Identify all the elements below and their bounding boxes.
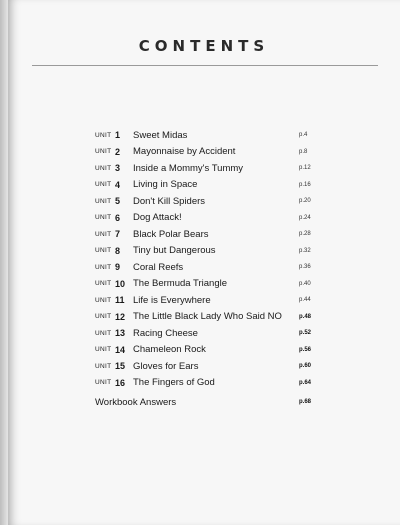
toc-row-unit-6	[95, 210, 315, 227]
unit-title: Dog Attack!	[133, 212, 182, 224]
toc-row-unit-3	[95, 160, 315, 177]
unit-number: 8	[115, 245, 121, 256]
unit-number: 2	[115, 146, 121, 157]
unit-title: The Bermuda Triangle	[133, 278, 227, 290]
unit-number: 12	[115, 311, 126, 322]
workbook-page: p.68	[299, 399, 312, 406]
unit-prefix: UNIT	[95, 131, 112, 139]
unit-title: Tiny but Dangerous	[133, 245, 216, 257]
unit-number: 11	[115, 295, 125, 306]
unit-title: Don't Kill Spiders	[133, 195, 206, 207]
unit-number: 16	[115, 377, 126, 388]
contents-page	[8, 0, 400, 525]
unit-title: Chameleon Rock	[133, 344, 206, 356]
unit-prefix: UNIT	[95, 313, 112, 321]
unit-title: Inside a Mommy's Tummy	[133, 162, 244, 174]
unit-page: p.64	[299, 379, 312, 386]
toc-row-unit-13	[95, 325, 315, 342]
unit-title: The Little Black Lady Who Said NO	[133, 311, 282, 323]
unit-prefix: UNIT	[95, 263, 112, 271]
toc-row-unit-1	[95, 127, 315, 144]
unit-page: p.24	[299, 214, 311, 221]
title-divider	[32, 65, 378, 66]
unit-title: Racing Cheese	[133, 327, 198, 339]
unit-page: p.20	[299, 198, 311, 205]
toc-row-unit-15	[95, 358, 315, 375]
unit-page: p.4	[299, 132, 308, 139]
unit-prefix: UNIT	[95, 214, 112, 222]
unit-prefix: UNIT	[95, 247, 112, 255]
toc-row-unit-10	[95, 276, 315, 293]
unit-page: p.32	[299, 247, 311, 254]
unit-title: Living in Space	[133, 179, 198, 191]
unit-prefix: UNIT	[95, 164, 112, 172]
unit-page: p.44	[299, 297, 311, 304]
toc-row-workbook	[95, 394, 315, 411]
toc-row-unit-4	[95, 177, 315, 194]
unit-page: p.56	[299, 346, 312, 353]
unit-prefix: UNIT	[95, 181, 112, 189]
workbook-title: Workbook Answers	[95, 396, 177, 408]
unit-number: 9	[115, 262, 121, 273]
unit-prefix: UNIT	[95, 148, 112, 156]
toc-row-unit-12	[95, 309, 315, 326]
unit-page: p.48	[299, 313, 312, 320]
unit-page: p.8	[299, 148, 308, 155]
unit-number: 13	[115, 328, 126, 339]
table-of-contents	[95, 127, 315, 411]
unit-page: p.52	[299, 330, 312, 337]
unit-number: 1	[115, 130, 121, 141]
unit-number: 7	[115, 229, 121, 240]
unit-page: p.16	[299, 181, 311, 188]
toc-row-unit-8	[95, 243, 315, 260]
book-gutter-shadow	[0, 0, 8, 525]
unit-title: Life is Everywhere	[133, 294, 211, 306]
unit-prefix: UNIT	[95, 197, 112, 205]
unit-number: 14	[115, 344, 126, 355]
unit-number: 15	[115, 361, 126, 372]
unit-number: 10	[115, 278, 126, 289]
unit-page: p.60	[299, 363, 312, 370]
toc-row-unit-2	[95, 144, 315, 161]
unit-prefix: UNIT	[95, 296, 112, 304]
unit-page: p.12	[299, 165, 311, 172]
toc-row-unit-7	[95, 226, 315, 243]
unit-prefix: UNIT	[95, 346, 112, 354]
unit-prefix: UNIT	[95, 379, 112, 387]
page-title: CONTENTS	[138, 37, 270, 55]
unit-title: Coral Reefs	[133, 261, 184, 273]
unit-number: 6	[115, 212, 121, 223]
unit-prefix: UNIT	[95, 230, 112, 238]
unit-prefix: UNIT	[95, 362, 112, 370]
unit-page: p.36	[299, 264, 311, 271]
unit-title: Black Polar Bears	[133, 228, 209, 240]
unit-number: 5	[115, 196, 121, 207]
unit-title: Gloves for Ears	[133, 360, 199, 372]
unit-number: 3	[115, 163, 121, 174]
unit-title: The Fingers of God	[133, 377, 215, 389]
unit-prefix: UNIT	[95, 280, 112, 288]
toc-row-unit-14	[95, 342, 315, 359]
unit-prefix: UNIT	[95, 329, 112, 337]
toc-row-unit-11	[95, 292, 315, 309]
unit-number: 4	[115, 179, 121, 190]
toc-row-unit-16	[95, 375, 315, 392]
unit-title: Sweet Midas	[133, 129, 188, 141]
unit-page: p.40	[299, 280, 311, 287]
unit-title: Mayonnaise by Accident	[133, 146, 236, 158]
toc-row-unit-9	[95, 259, 315, 276]
toc-row-unit-5	[95, 193, 315, 210]
unit-page: p.28	[299, 231, 311, 238]
